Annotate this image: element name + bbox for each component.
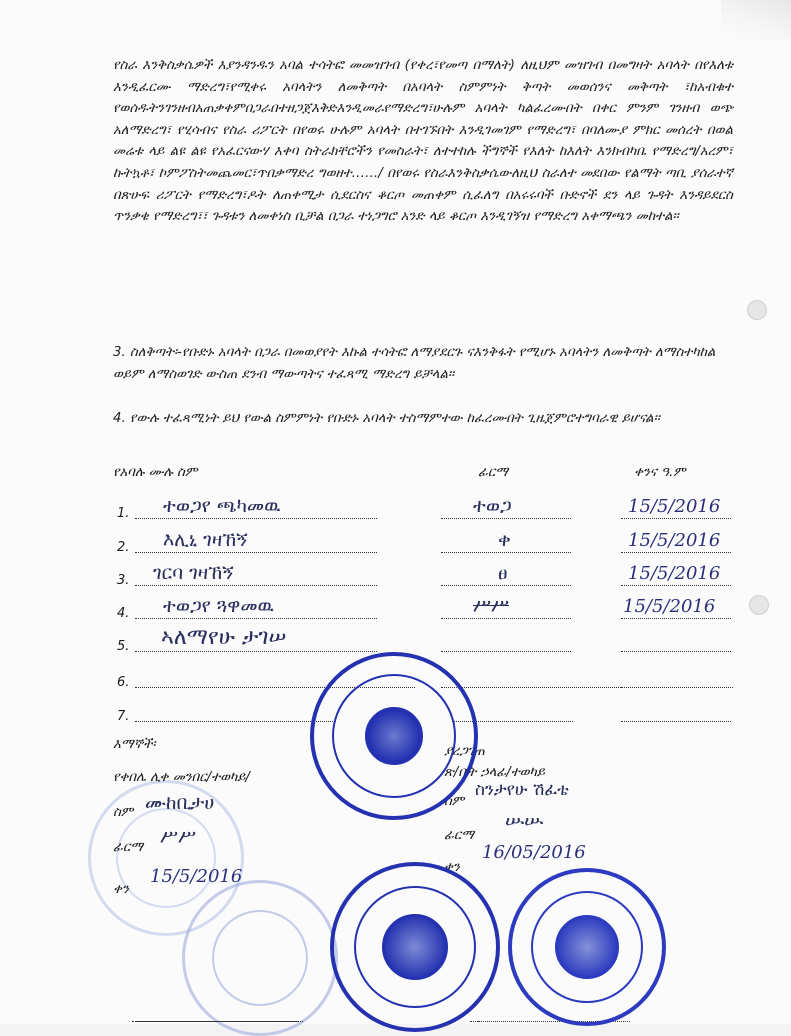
row-number: 1. xyxy=(117,506,130,521)
member-name: ኣለማየሁ ታገሠ xyxy=(161,625,287,650)
witness-name: ሙከቢታሀ xyxy=(145,792,215,814)
member-signature: ተወጋ xyxy=(473,495,512,517)
member-date: 15/5/2016 xyxy=(628,530,721,551)
column-header-name: የአባሉ ሙሉ ስም xyxy=(113,465,198,480)
member-row xyxy=(113,597,733,621)
official-stamp xyxy=(330,862,500,1032)
column-header-signature: ፊርማ xyxy=(478,465,509,480)
intro-paragraph: የስራ እንቅስቃሴዎች እያንዳንዱን አባል ተሳትፎ መመዝገብ (የቀረ፣የመጣ በማለት) ለዚህም መዝገብ በመግዛት አባላት በየእለቱ እንዲፈርሙ ማድረግ፣የሚቀሩ አባላትን ለመቅጣት በአባላት ስምምነት ቅጣት መወሰንና መቅጣት ፣ከአብቁተ የወሰዱትንገንዘብአጠቃቀምበጋራበተዘጋጀእቅድእንዲመራየማድረግ፣ሁሉም አባላት ካልፈረሙበት በቀር ምንም ገንዘብ ወጭ አለማድረግ፣ የሂሳብና የስራ ሪፖርት በየወሩ ሁሉም አባላት በተገኙበት እንዲገመገም የማድረግ፣ በባለሙያ ምክር መሰረት በወል መሬቱ ላይ ልዩ ልዩ የአፈርናውሃ እቀባ ስትራክቸሮችን የመስራት፣ ለተተከሉ ችግኞች የእለት ከእለት እንክብካቤ የማድረግ/አረም፣ ኩትኳቶ፣ ኮምፖስትመጨመር፣ጥበቃማድረ ግወዘተ……/ በየወሩ የስራእንቅስቃሴውለዚህ ስራለተ መደበው የልማት ጣቢ ያሰራተኛ በጽሁፍ ሪፖርት የማድረግ፣ዶት ለጠቀሚታ ሲደርስና ቆርጦ መጠቀም ሲፈለግ በአሩሩባች ቡድኖች ደን ላይ ጉዳት እንዳይደርስ ጥንቃቄ የማድረግ፣፣ ጉዳቱን ለመቀነስ ቢቻል በጋራ ተነጋግሮ አንድ ላይ ቆርጦ እንዲገኝዝ የማድረግ አቀማጫን መከተል፡፡ xyxy=(113,58,733,225)
section-3-penalty: 3. ስለቅጣት፡-የቡድኑ አባላት በጋራ በመወያየት እኩል ተሳትፎ ለማያደርጉ ናእንቅፋት የሚሆኑ አባላትን ለመቅጣት ለማስተካከል ወይም ለማስወገድ ውስጠ ደንብ ማውጣትና ተፈጻሚ ማድረግ ይቻላል፡፡ xyxy=(113,345,716,382)
kebele-chair-label: የቀበሌ ሊቀ መንበር/ተወካይ/ xyxy=(113,770,250,785)
row-number: 3. xyxy=(117,573,130,588)
row-number: 6. xyxy=(117,675,130,690)
member-name: ተወጋየ ጓዋመዉ xyxy=(163,595,274,617)
page-curl xyxy=(721,0,791,40)
member-name: እሊኒ ገዛኸኝ xyxy=(163,529,248,551)
column-header-date: ቀንና ዓ.ም xyxy=(634,465,686,480)
member-row xyxy=(113,564,733,588)
section-4-effectiveness: 4. የውሉ ተፈጻሚነት ይህ የውል ስምምነት የቡድኑ አባላት ተስማምተው ከፈረሙበት ጊዜጀምሮተግባራዊ ይሆናል፡፡ xyxy=(113,411,660,426)
witness-name-label: ስም xyxy=(113,805,134,820)
member-signature: ቀ xyxy=(498,529,511,551)
member-date: 15/5/2016 xyxy=(623,596,716,617)
member-row xyxy=(113,497,733,521)
witness-signature-label: ፊርማ xyxy=(113,840,144,855)
witness-date-label: ቀን xyxy=(113,882,129,897)
witnesses-heading: እማኞች፡ xyxy=(113,737,156,752)
verifier-date: 16/05/2016 xyxy=(482,842,586,863)
member-row xyxy=(113,531,733,555)
member-name: ገርባ ገዛኸኝ xyxy=(153,562,234,584)
member-date: 15/5/2016 xyxy=(628,563,721,584)
row-number: 5. xyxy=(117,639,130,654)
member-signature: ሥሥ xyxy=(473,595,510,617)
row-number: 4. xyxy=(117,606,130,621)
verifier-signature-label: ፊርማ xyxy=(444,828,475,843)
member-signature: ፀ xyxy=(498,562,508,584)
member-date: 15/5/2016 xyxy=(628,496,721,517)
row-number: 2. xyxy=(117,540,130,555)
verifier-heading: ያረጋገጠ xyxy=(444,744,485,759)
row-number: 7. xyxy=(117,709,130,724)
member-name: ተወጋየ ጫካመዉ xyxy=(163,495,281,517)
verifier-signature: ሡሡ xyxy=(505,810,544,832)
member-row xyxy=(113,625,733,654)
punch-hole xyxy=(749,595,769,615)
verifier-office-label: ጽ/ቤት ኃላፊ/ተወካይ xyxy=(444,765,545,780)
verifier-name-label: ስም xyxy=(444,794,465,809)
verifier-name: ስንታየሁ ሽፈቴ xyxy=(475,780,569,800)
witness-date: 15/5/2016 xyxy=(150,866,243,887)
official-stamp xyxy=(310,652,478,820)
punch-hole xyxy=(747,300,767,320)
verifier-date-label: ቀን xyxy=(444,860,460,875)
official-stamp xyxy=(508,868,666,1026)
witness-signature: ሥሥ xyxy=(160,826,197,848)
